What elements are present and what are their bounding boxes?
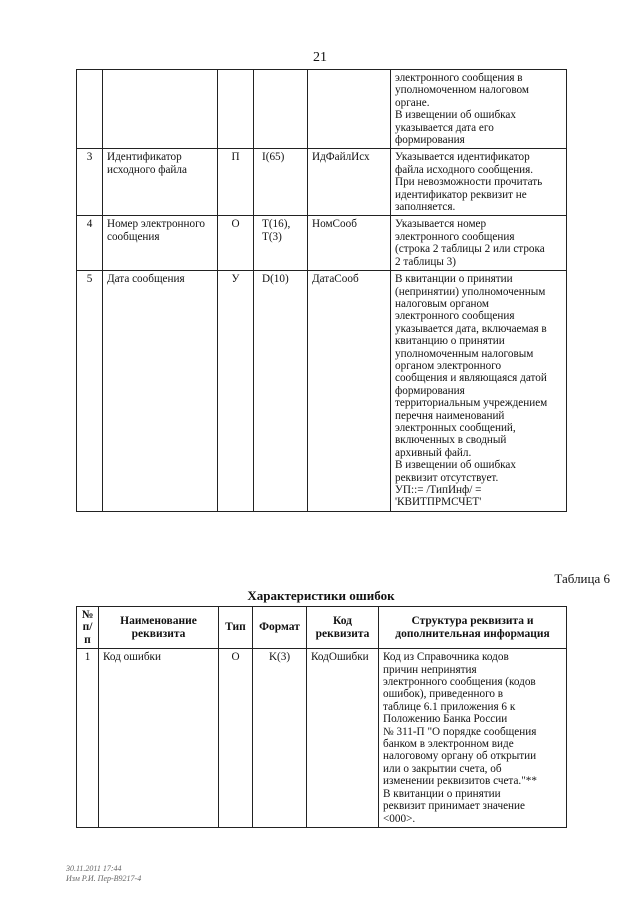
cell-name [103, 149, 218, 216]
cell-format [254, 70, 308, 149]
table-row [77, 70, 567, 149]
cell-code: ИдФайлИсх [308, 149, 391, 216]
cell-line: электронных сообщений, [395, 421, 516, 434]
header-code [307, 607, 379, 649]
cell-line: Положению Банка России [383, 713, 508, 726]
cell-line: В квитанции о принятии [383, 787, 501, 800]
cell-format [254, 216, 308, 271]
header-num [77, 607, 99, 649]
cell-line: (строка 2 таблицы 2 или строка [395, 243, 545, 256]
header-format: Формат [253, 607, 307, 649]
header-name [99, 607, 219, 649]
cell-num: 3 [77, 149, 103, 216]
cell-line: № [81, 609, 94, 621]
header-description [379, 607, 567, 649]
cell-code: НомСооб [308, 216, 391, 271]
cell-line: перечня наименований [395, 409, 505, 422]
cell-type: У [218, 271, 254, 512]
cell-type [218, 70, 254, 149]
cell-format [254, 271, 308, 512]
cell-name [103, 271, 218, 512]
cell-line: Дата сообщения [107, 273, 185, 286]
cell-line: Код [332, 615, 352, 628]
cell-line: K(3) [268, 651, 291, 664]
cell-name [103, 70, 218, 149]
cell-line: 'КВИТПРМСЧЕТ' [395, 496, 482, 509]
cell-line: электронного сообщения [395, 230, 515, 243]
cell-line: налоговым органом [395, 297, 489, 310]
cell-type: О [219, 649, 253, 828]
cell-type: О [218, 216, 254, 271]
cell-line: электронного сообщения (кодов [383, 676, 536, 689]
cell-line: № 311-П "О порядке сообщения [383, 725, 537, 738]
cell-line: п/ [82, 621, 93, 634]
cell-line: сообщения [107, 230, 160, 243]
cell-line: идентификатор реквизит не [395, 188, 527, 201]
cell-line: или о закрытии счета, об [383, 762, 502, 775]
cell-description [391, 216, 567, 271]
table-header-row [77, 607, 567, 649]
cell-line: исходного файла [107, 163, 187, 176]
cell-line: Структура реквизита и [411, 615, 534, 628]
cell-name [103, 216, 218, 271]
cell-line: I(65) [262, 151, 285, 164]
print-stamp [66, 864, 141, 884]
cell-line: архивный файл. [395, 446, 472, 459]
cell-num: 4 [77, 216, 103, 271]
cell-format [254, 149, 308, 216]
cell-line: УП::= /ТипИнф/ = [395, 484, 482, 496]
cell-code [308, 70, 391, 149]
cell-line: D(10) [262, 273, 289, 286]
cell-line: заполняется. [395, 201, 456, 214]
attributes-table-continued [76, 69, 567, 512]
cell-line: территориальным учреждением [395, 397, 548, 410]
cell-description [391, 271, 567, 512]
cell-line: органом электронного [395, 359, 502, 372]
cell-line: банком в электронном виде [383, 738, 514, 751]
cell-line: причин непринятия [383, 663, 477, 676]
cell-description [379, 649, 567, 828]
cell-line: налоговому органу об открытии [383, 750, 537, 763]
cell-line: п [84, 633, 91, 646]
cell-line: реквизита [315, 627, 370, 640]
cell-line: указывается дата, включаемая в [395, 322, 547, 335]
cell-line: дополнительная информация [395, 627, 550, 640]
cell-num: 1 [77, 649, 99, 828]
header-type: Тип [219, 607, 253, 649]
cell-line: реквизит принимает значение [383, 800, 525, 813]
cell-description [391, 149, 567, 216]
cell-num [77, 70, 103, 149]
cell-description [391, 70, 567, 149]
cell-line: Наименование [120, 615, 197, 628]
table-row [77, 149, 567, 216]
cell-line: реквизита [131, 627, 186, 640]
cell-line: Идентификатор [107, 151, 182, 164]
cell-line: T(3) [262, 230, 282, 243]
page-number: 21 [313, 50, 327, 65]
cell-line: указывается дата его [395, 121, 494, 134]
cell-line: Указывается идентификатор [395, 151, 530, 164]
cell-format [253, 649, 307, 828]
cell-line: электронного сообщения в [395, 72, 523, 84]
cell-line: Номер электронного [107, 218, 206, 231]
cell-line: уполномоченном налоговом [395, 84, 529, 97]
table-number: Таблица 6 [554, 571, 610, 586]
cell-line: (непринятии) уполномоченным [395, 285, 546, 298]
table-row [77, 271, 567, 512]
cell-line: В квитанции о принятии [395, 273, 513, 286]
error-characteristics-table [76, 606, 567, 828]
cell-line: сообщения и являющаяся датой [395, 372, 547, 385]
cell-line: <000>. [383, 812, 416, 825]
cell-line: При невозможности прочитать [395, 176, 543, 189]
cell-type: П [218, 149, 254, 216]
table-title: Характеристики ошибок [247, 588, 395, 603]
cell-code: ДатаСооб [308, 271, 391, 512]
cell-line: файла исходного сообщения. [395, 163, 534, 176]
cell-line: Код из Справочника кодов [383, 651, 509, 664]
cell-line: формирования [395, 134, 465, 147]
cell-name [99, 649, 219, 828]
cell-line: изменении реквизитов счета."** [383, 775, 537, 788]
cell-line: В извещении об ошибках [395, 109, 516, 122]
cell-line: ошибок), приведенного в [383, 688, 504, 701]
cell-line: электронного сообщения [395, 310, 515, 323]
table-row [77, 649, 567, 828]
cell-line: органе. [395, 96, 430, 109]
cell-line: формирования [395, 384, 465, 397]
cell-line: 30.11.2011 17:44 [66, 864, 122, 873]
cell-line: Указывается номер [395, 218, 487, 231]
cell-line: Изм Р.И. Пер-В9217-4 [66, 874, 142, 883]
cell-line: таблице 6.1 приложения 6 к [383, 700, 516, 713]
cell-line: реквизит отсутствует. [395, 471, 499, 484]
cell-num: 5 [77, 271, 103, 512]
cell-line: уполномоченным налоговым [395, 347, 534, 360]
cell-line: квитанцию о принятии [395, 335, 505, 348]
cell-line: В извещении об ошибках [395, 459, 516, 472]
table-row [77, 216, 567, 271]
cell-line: 2 таблицы 3) [395, 255, 456, 268]
cell-line: T(16), [262, 218, 291, 231]
cell-code: КодОшибки [307, 649, 379, 828]
cell-line: включенных в сводный [395, 434, 507, 447]
cell-line: Код ошибки [103, 651, 161, 664]
